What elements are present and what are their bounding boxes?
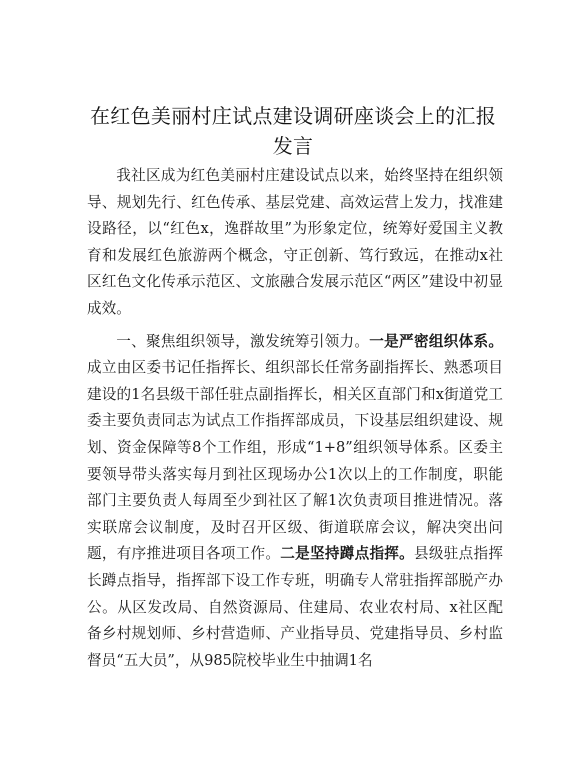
document-title: 在红色美丽村庄试点建设调研座谈会上的汇报发言 — [90, 104, 496, 158]
section-1-heading: 一、聚焦组织领导，激发统筹引领力。 — [116, 332, 370, 350]
document-body — [87, 163, 503, 680]
section-1-sub2-text: 县级驻点指挥长蹲点指导，指挥部下设工作专班，明确专人常驻指挥部脱产办公。从区发改局、自然资源局、住建局、农业农村局、x社区配备乡村规划师、乡村营造师、产业指导员、党建指导员、乡村监督员“五大员”，从985院校毕业生中抽调1名 — [87, 545, 503, 669]
section-1-sub1-heading: 一是严密组织体系。 — [369, 332, 503, 350]
section-1-sub2-heading: 二是坚持蹲点指挥。 — [280, 545, 415, 563]
intro-paragraph: 我社区成为红色美丽村庄建设试点以来，始终坚持在组织领导、规划先行、红色传承、基层党建、高效运营上发力，找准建设路径，以“红色x，逸群故里”为形象定位，统筹好爱国主义教育和发展红色旅游两个概念，守正创新、笃行致远，在推动x社区红色文化传承示范区、文旅融合发展示范区“两区”建设中初显成效。 — [87, 167, 503, 317]
section-1-sub1-text: 成立由区委书记任指挥长、组织部长任常务副指挥长、熟悉项目建设的1名县级干部任驻点副指挥长，相关区直部门和x街道党工委主要负责同志为试点工作指挥部成员，下设基层组织建设、规划、资金保障等8个工作组，形成“1+8”组织领导体系。区委主要领导带头落实每月到社区现场办公1次以上的工作制度，职能部门主要负责人每周至少到社区了解1次负责项目推进情况。落实联席会议制度，及时召开区级、街道联席会议，解决突出问题，有序推进项目各项工作。 — [87, 359, 503, 563]
section-1-paragraph — [87, 329, 503, 675]
